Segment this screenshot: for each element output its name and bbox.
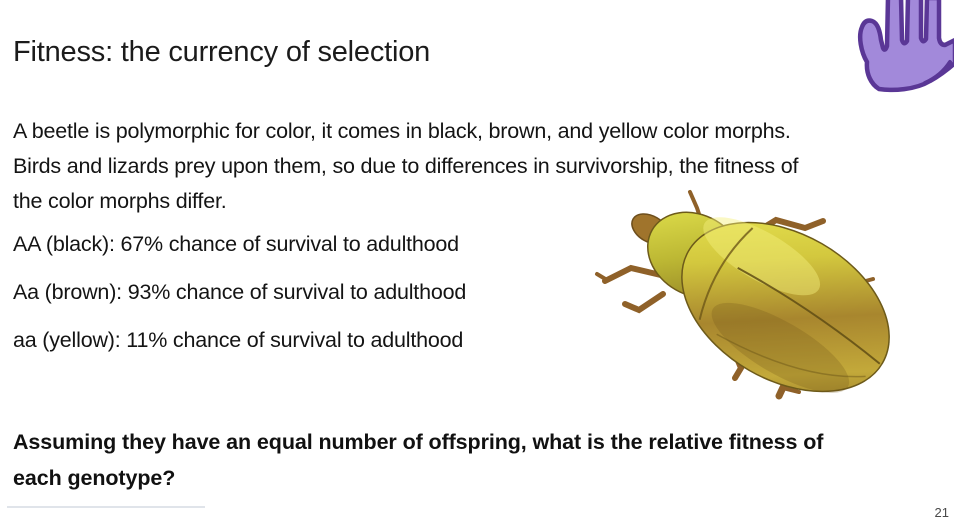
raised-hand-icon — [857, 0, 954, 92]
question-text — [13, 424, 823, 496]
genotype-line-aa: aa (yellow): 11% chance of survival to adulthood — [13, 328, 464, 352]
slide-title: Fitness: the currency of selection — [13, 36, 431, 68]
genotype-line-Aa: Aa (brown): 93% chance of survival to adulthood — [13, 280, 467, 304]
intro-line: Birds and lizards prey upon them, so due to differences in survivorship, the fitness of — [13, 154, 799, 178]
intro-line: A beetle is polymorphic for color, it comes in black, brown, and yellow color morphs. — [13, 119, 791, 143]
beetle-body — [597, 156, 919, 426]
hand-silhouette — [860, 0, 954, 90]
intro-line: the color morphs differ. — [13, 189, 227, 213]
beetle-image — [593, 182, 918, 402]
footer-divider — [7, 506, 205, 508]
question-line: Assuming they have an equal number of offspring, what is the relative fitness of — [13, 430, 824, 454]
genotype-line-AA: AA (black): 67% chance of survival to adulthood — [13, 232, 459, 256]
page-number: 21 — [934, 505, 949, 520]
question-line: each genotype? — [13, 466, 176, 490]
